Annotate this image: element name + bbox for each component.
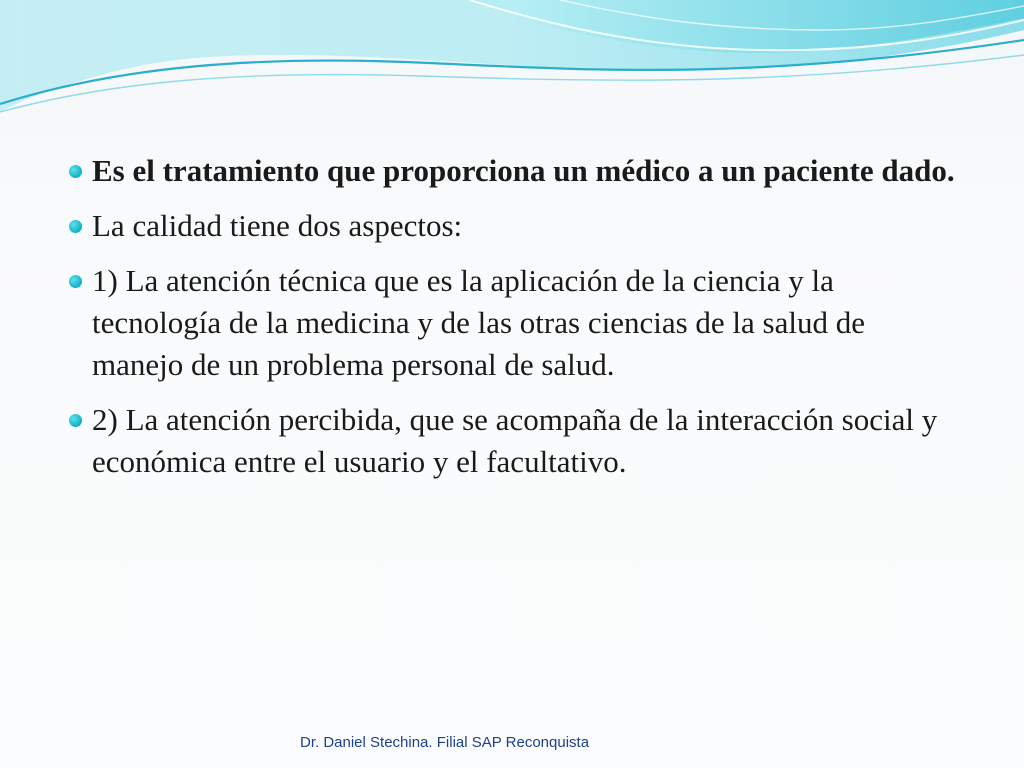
teal-circle-bullet-icon <box>69 275 82 288</box>
teal-circle-bullet-icon <box>69 414 82 427</box>
bullet-item-aspects <box>60 205 960 247</box>
bullet-list <box>60 150 960 496</box>
bullet-item-technical-care <box>60 260 960 386</box>
bullet-text: Es el tratamiento que proporciona un médico a un paciente dado. <box>92 153 955 188</box>
teal-circle-bullet-icon <box>69 220 82 233</box>
wave-header-decoration <box>0 0 1024 130</box>
bullet-text: 1) La atención técnica que es la aplicación de la ciencia y la tecnología de la medicina y de las otras ciencias de la salud de manejo de un problema personal de salud. <box>92 263 865 382</box>
footer-credit: Dr. Daniel Stechina. Filial SAP Reconquista <box>300 734 590 751</box>
bullet-text: 2) La atención percibida, que se acompaña de la interacción social y económica entre el usuario y el facultativo. <box>92 402 938 479</box>
teal-circle-bullet-icon <box>69 165 82 178</box>
bullet-text: La calidad tiene dos aspectos: <box>92 208 463 243</box>
bullet-item-perceived-care <box>60 399 960 483</box>
bullet-item-definition <box>60 150 960 192</box>
